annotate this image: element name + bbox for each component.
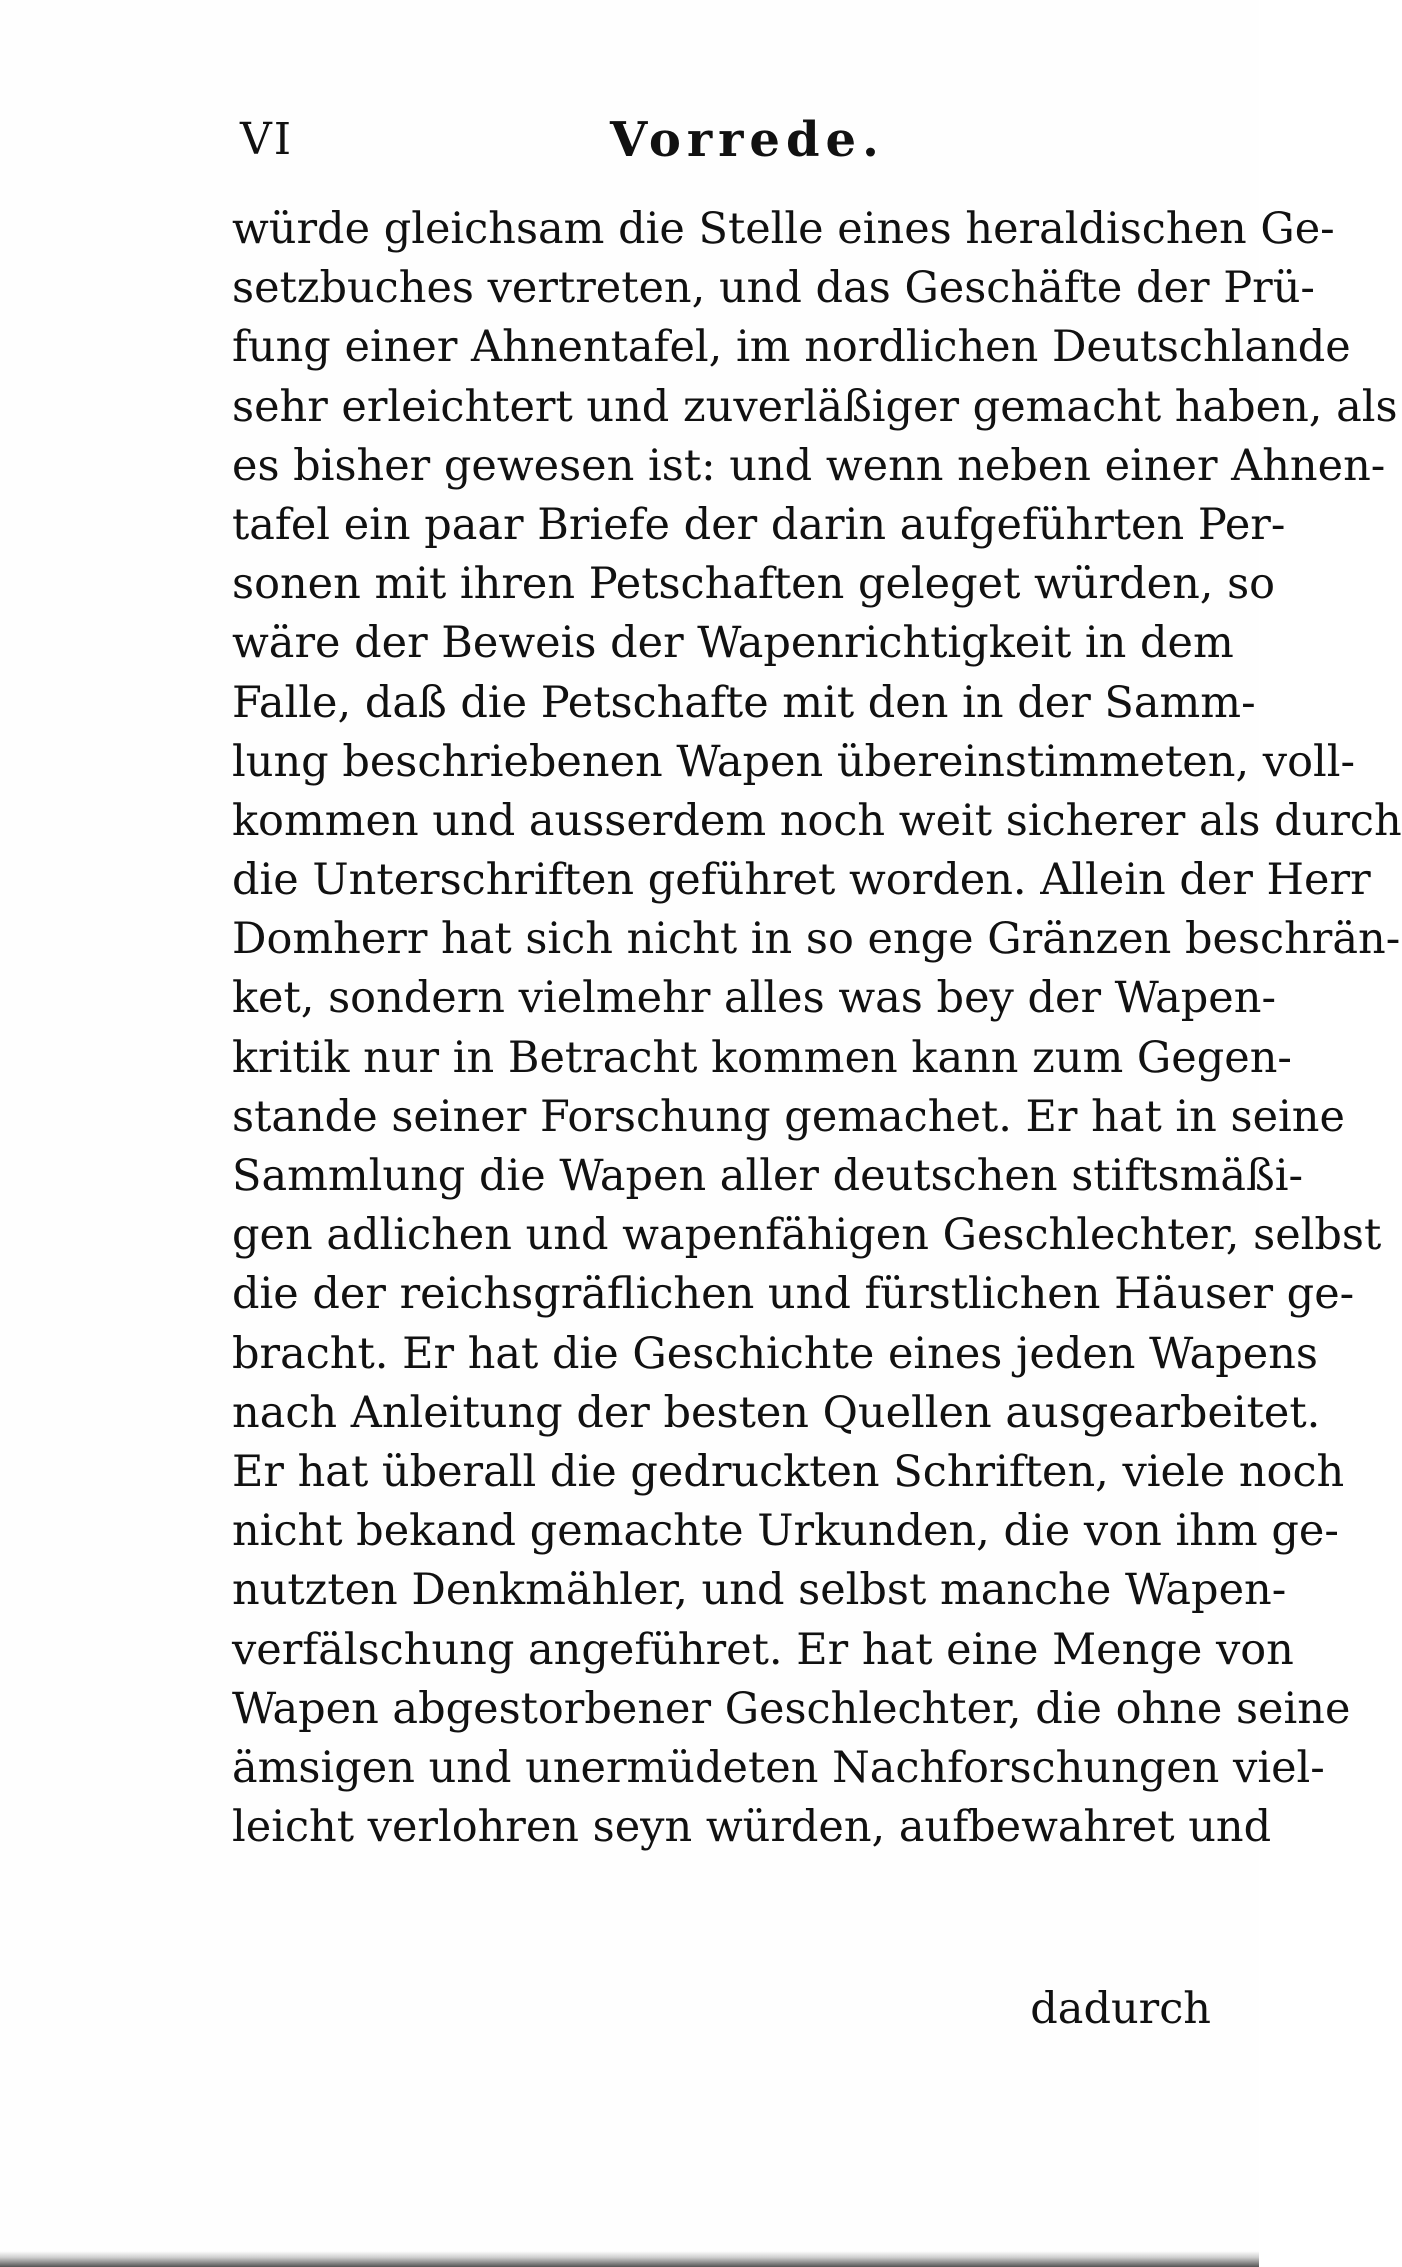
- text-line: Er hat überall die gedruckten Schriften, viele noch: [232, 1446, 1345, 1497]
- text-line: lung beschriebenen Wapen übereinstimmeten, voll-: [232, 736, 1355, 787]
- text-line: nicht bekand gemachte Urkunden, die von ihm ge-: [232, 1506, 1339, 1557]
- text-line: stande seiner Forschung gemachet. Er hat in seine: [232, 1091, 1345, 1142]
- text-line: die der reichsgräflichen und fürstlichen Häuser ge-: [232, 1269, 1355, 1320]
- text-line: Falle, daß die Petschafte mit den in der Samm-: [232, 677, 1256, 728]
- text-line: verfälschung angeführet. Er hat eine Menge von: [232, 1624, 1294, 1675]
- running-title: Vorrede.: [610, 112, 885, 168]
- text-line: würde gleichsam die Stelle eines heraldischen Ge-: [232, 204, 1335, 254]
- text-line: Wapen abgestorbener Geschlechter, die ohne seine: [232, 1683, 1351, 1734]
- text-line: bracht. Er hat die Geschichte eines jeden Wapens: [232, 1328, 1318, 1379]
- text-line: nach Anleitung der besten Quellen ausgearbeitet.: [232, 1387, 1321, 1438]
- text-line: die Unterschriften geführet worden. Allein der Herr: [232, 855, 1371, 906]
- text-line: ket, sondern vielmehr alles was bey der Wapen-: [232, 973, 1276, 1024]
- body-text: [232, 200, 1402, 1857]
- text-line: kommen und ausserdem noch weit sicherer als durch: [232, 795, 1402, 846]
- text-line: tafel ein paar Briefe der darin aufgeführten Per-: [232, 499, 1286, 550]
- text-line: Domherr hat sich nicht in so enge Gränzen beschrän-: [232, 914, 1401, 965]
- text-line: nutzten Denkmähler, und selbst manche Wapen-: [232, 1565, 1287, 1616]
- catchword: dadurch: [1030, 1984, 1211, 2034]
- text-line: leicht verlohren seyn würden, aufbewahret und: [232, 1802, 1272, 1853]
- page-header: [240, 110, 1200, 180]
- text-line: gen adlichen und wapenfähigen Geschlechter, selbst: [232, 1210, 1382, 1261]
- text-line: fung einer Ahnentafel, im nordlichen Deutschlande: [232, 322, 1351, 373]
- text-line: ämsigen und unermüdeten Nachforschungen viel-: [232, 1742, 1325, 1793]
- page-bottom-edge: [0, 2251, 1259, 2267]
- text-line: wäre der Beweis der Wapenrichtigkeit in dem: [232, 618, 1234, 669]
- text-line: sonen mit ihren Petschaften geleget würden, so: [232, 559, 1276, 610]
- text-line: Sammlung die Wapen aller deutschen stiftsmäßi-: [232, 1151, 1303, 1201]
- page-number: VI: [240, 114, 294, 165]
- text-line: es bisher gewesen ist: und wenn neben einer Ahnen-: [232, 440, 1386, 491]
- text-line: setzbuches vertreten, und das Geschäfte der Prü-: [232, 263, 1315, 314]
- text-line: sehr erleichtert und zuverläßiger gemacht haben, als: [232, 381, 1398, 432]
- text-line: kritik nur in Betracht kommen kann zum Gegen-: [232, 1032, 1292, 1083]
